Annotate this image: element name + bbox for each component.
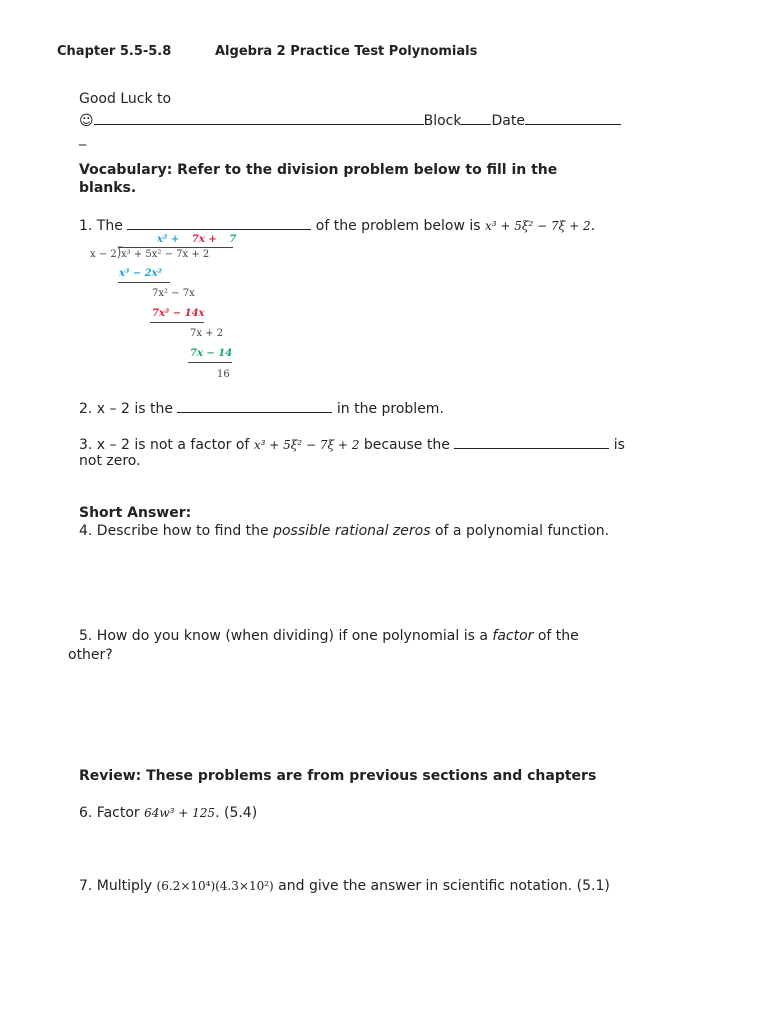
short-answer-heading: Short Answer:: [79, 505, 192, 521]
q4-text-pre: 4. Describe how to find the: [79, 523, 274, 539]
q2-text-pre: 2. x – 2 is the: [79, 401, 173, 417]
question-1: [79, 215, 595, 234]
question-5: [79, 628, 579, 644]
date-blank[interactable]: [525, 110, 621, 125]
q1-blank[interactable]: [127, 215, 311, 230]
quotient-term-2: 7x +: [191, 234, 217, 245]
question-2: [79, 398, 444, 417]
quotient: [157, 234, 236, 245]
vocab-heading-line1: Vocabulary: Refer to the division problem below to fill in the: [79, 162, 558, 178]
q5-text-pre: 5. How do you know (when dividing) if one polynomial is a: [79, 628, 493, 644]
q4-text-post: of a polynomial function.: [430, 523, 610, 539]
remainder: 16: [217, 369, 230, 380]
q5-text-post: of the: [533, 628, 579, 644]
division-step-3: 7x² − 14x: [152, 308, 205, 319]
q1-expression: x³ + 5ξ² − 7ξ + 2: [485, 219, 591, 233]
division-step-5: 7x − 14: [190, 348, 233, 359]
q7-text-post: and give the answer in scientific notation. (5.1): [278, 878, 610, 894]
division-bracket: ⟌: [117, 247, 123, 262]
q1-text-post: of the problem below is: [315, 218, 481, 234]
name-blank[interactable]: [94, 110, 424, 125]
stray-underscore: _: [79, 130, 86, 146]
date-label: Date: [491, 113, 525, 129]
divisor: x − 2: [90, 249, 117, 260]
quotient-term-1: x² +: [157, 234, 180, 245]
q3-text-end: is: [613, 437, 625, 453]
vocab-heading-line2: blanks.: [79, 180, 137, 196]
q6-text-pre: 6. Factor: [79, 805, 140, 821]
smiley-icon: ☺: [79, 113, 94, 129]
name-line: [79, 110, 621, 129]
question-3: [79, 434, 625, 453]
division-step-4: 7x + 2: [190, 328, 224, 339]
division-step-2: 7x² − 7x: [152, 288, 195, 299]
q1-period: .: [590, 218, 596, 234]
dividend: x³ + 5x² − 7x + 2: [121, 249, 210, 260]
block-blank[interactable]: [461, 110, 491, 125]
quotient-term-3: 7: [229, 234, 237, 245]
q7-text-pre: 7. Multiply: [79, 878, 153, 894]
q1-text-pre: 1. The: [79, 218, 123, 234]
q7-expression: (6.2×10⁴)(4.3×10²): [156, 879, 274, 893]
chapter-label: Chapter 5.5-5.8: [57, 44, 172, 59]
division-step-1: x³ − 2x²: [119, 268, 162, 279]
question-7: [79, 878, 610, 894]
q6-expression: 64w³ + 125: [144, 806, 216, 820]
q2-blank[interactable]: [177, 398, 332, 413]
q4-emphasis: possible rational zeros: [273, 523, 431, 539]
q6-text-post: . (5.4): [215, 805, 258, 821]
q3-expression: x³ + 5ξ² − 7ξ + 2: [253, 438, 360, 452]
q3-blank[interactable]: [454, 434, 609, 449]
question-6: [79, 805, 257, 821]
block-label: Block: [423, 113, 462, 129]
q5-line2: other?: [68, 647, 113, 663]
q3-text-pre: 3. x – 2 is not a factor of: [79, 437, 250, 453]
question-4: [79, 523, 609, 539]
page-title: Algebra 2 Practice Test Polynomials: [215, 44, 478, 59]
review-heading: Review: These problems are from previous sections and chapters: [79, 768, 597, 784]
q5-emphasis: factor: [492, 628, 534, 644]
q3-line2: not zero.: [79, 453, 141, 469]
q3-text-mid: because the: [363, 437, 450, 453]
q2-text-post: in the problem.: [336, 401, 444, 417]
good-luck-label: Good Luck to: [79, 91, 172, 107]
